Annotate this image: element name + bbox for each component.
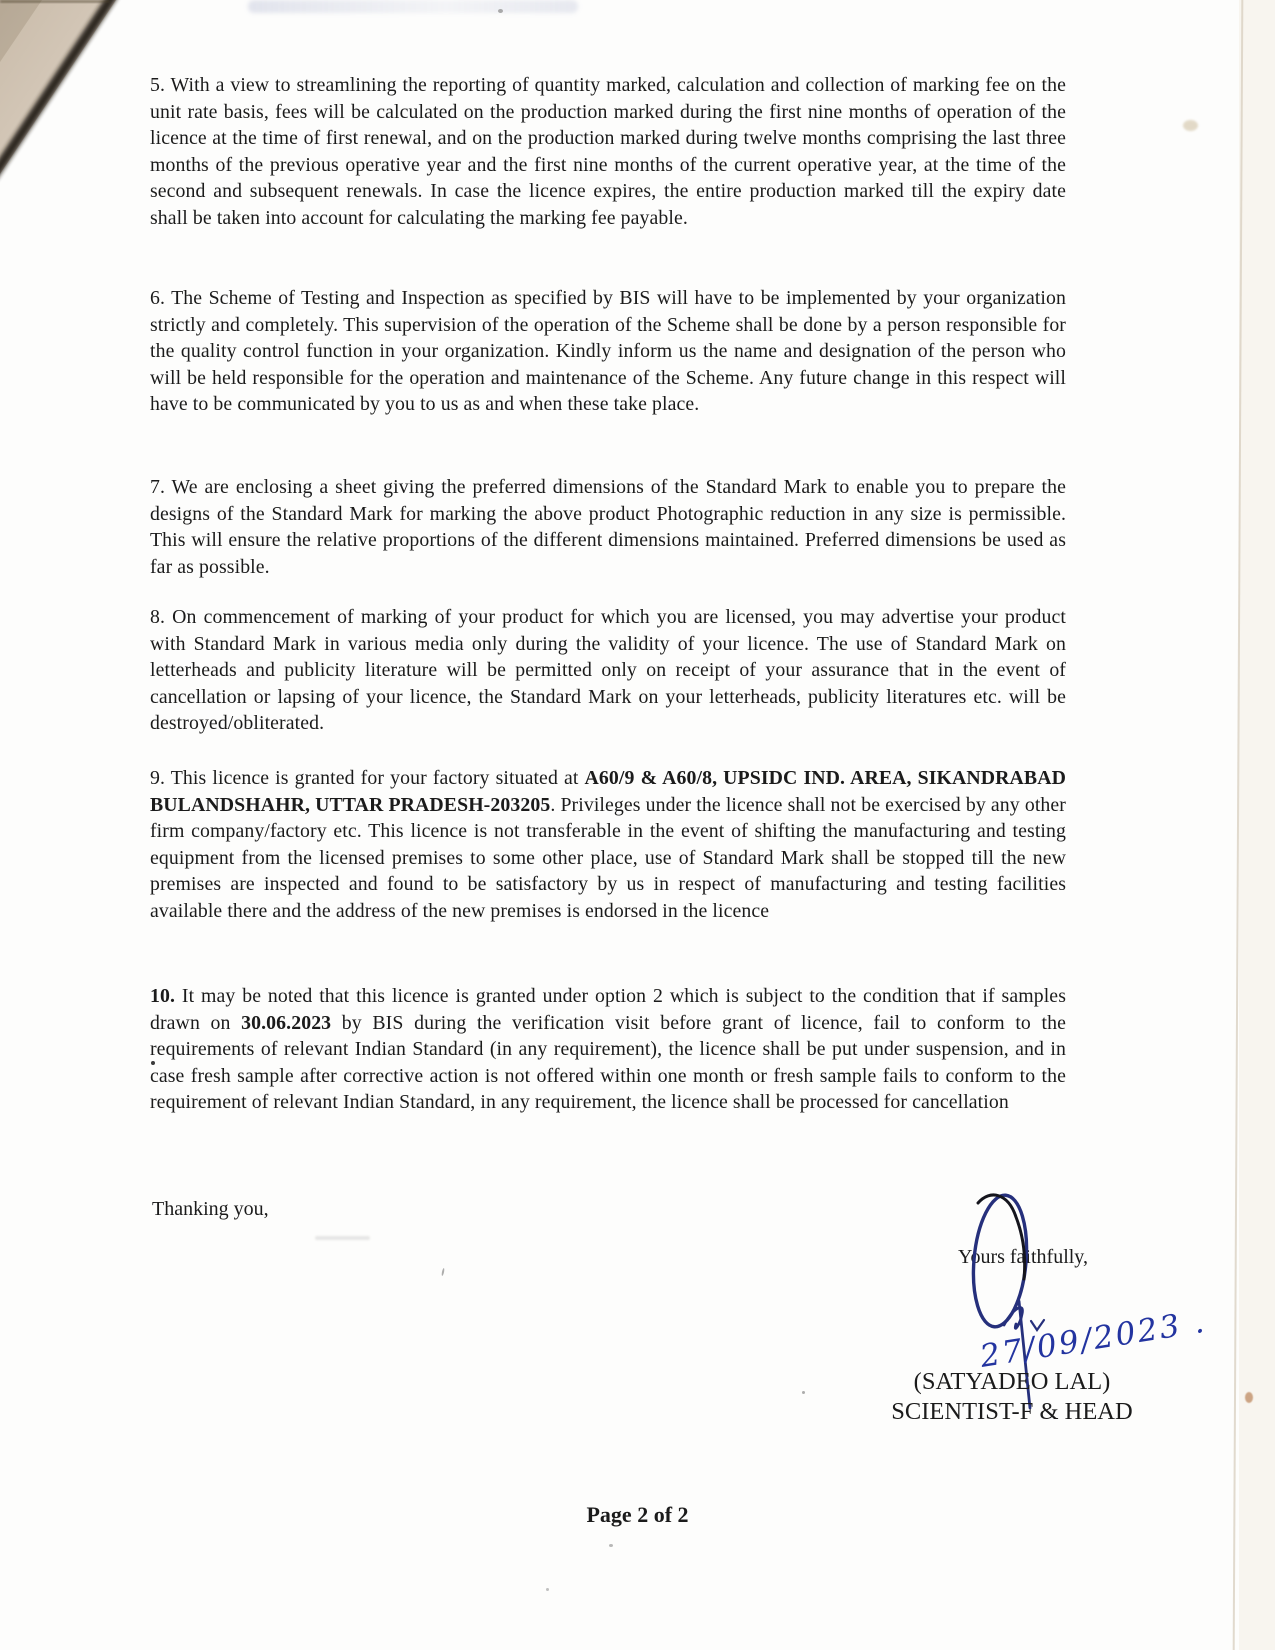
signatory-name: (SATYADEO LAL) <box>913 1368 1111 1395</box>
scan-speck <box>441 1268 445 1276</box>
handwritten-date: 27/09/2023 . <box>977 1303 1209 1375</box>
page-number: Page 2 of 2 <box>586 1502 689 1527</box>
paragraph-9: 9. This licence is granted for your factory situated at A60/9 & A60/8, UPSIDC IND. AREA, SIKANDRABAD BULANDSHAHR, UTTAR PRADESH-203205. Privileges under the licence shall not be exercised by any other firm company/factory etc. This licence is not transferable in the event of shifting the manufacturing and testing equipment from the licensed premises to some other place, use of Standard Mark shall be stopped till the new premises are inspected and found to be satisfactory by us in respect of manufacturing and testing facilities available there and the address of the new premises is endorsed in the licence <box>150 767 1067 922</box>
scan-speck <box>498 9 503 13</box>
scan-speck <box>1245 1392 1253 1403</box>
paragraph-8: 8. On commencement of marking of your product for which you are licensed, you may advertise your product with Standard Mark in various media only during the validity of your licence. The use of Standard Mark on letterheads and publicity literature will be permitted only on receipt of your assurance that in the event of cancellation or lapsing of your licence, the Standard Mark on your letterheads, publicity literatures etc. will be destroyed/obliterated. <box>150 606 1066 734</box>
paragraph-5: 5. With a view to streamlining the reporting of quantity marked, calculation and collection of marking fee on the unit rate basis, fees will be calculated on the production marked during the first nine months of operation of the licence at the time of first renewal, and on the production marked during twelve months comprising the last three months of the previous operative year and the first nine months of the current operative year, at the time of the second and subsequent renewals. In case the licence expires, the entire production marked till the expiry date shall be taken into account for calculating the marking fee payable. <box>150 74 1066 229</box>
closing-thanking: Thanking you, <box>152 1198 269 1220</box>
paragraph-7: 7. We are enclosing a sheet giving the preferred dimensions of the Standard Mark to enable you to prepare the designs of the Standard Mark for marking the above product Photographic reduction in any size is permissible. This will ensure the relative proportions of the different dimensions maintained. Preferred dimensions be used as far as possible. <box>150 476 1066 578</box>
scan-speck <box>315 1236 370 1240</box>
scan-smudge <box>248 0 578 13</box>
closing-salutation: Yours faithfully, <box>958 1246 1089 1268</box>
scan-speck <box>609 1544 613 1547</box>
scan-edge-strip <box>1239 0 1275 1650</box>
fold-top-edge <box>0 0 110 3</box>
signatory-block <box>862 1367 1162 1427</box>
scan-speck <box>1183 120 1198 131</box>
paragraph-10: 10. It may be noted that this licence is granted under option 2 which is subject to the condition that if samples drawn on 30.06.2023 by BIS during the verification visit before grant of licence, fail to conform to the requirements of relevant Indian Standard (in any requirement), the licence shall be put under suspension, and in case fresh sample after corrective action is not offered within one month or fresh sample fails to conform to the requirement of relevant Indian Standard, in any requirement, the licence shall be processed for cancellation <box>150 985 1066 1113</box>
signatory-title: SCIENTIST-F & HEAD <box>891 1398 1133 1425</box>
paragraph-6: 6. The Scheme of Testing and Inspection as specified by BIS will have to be implemented by your organization strictly and completely. This supervision of the operation of the Scheme shall be done by a person responsible for the quality control function in your organization. Kindly inform us the name and designation of the person who will be held responsible for the operation and maintenance of the Scheme. Any future change in this respect will have to be communicated by you to us as and when these take place. <box>150 287 1066 415</box>
scan-speck <box>802 1391 805 1394</box>
scan-speck <box>546 1588 549 1591</box>
